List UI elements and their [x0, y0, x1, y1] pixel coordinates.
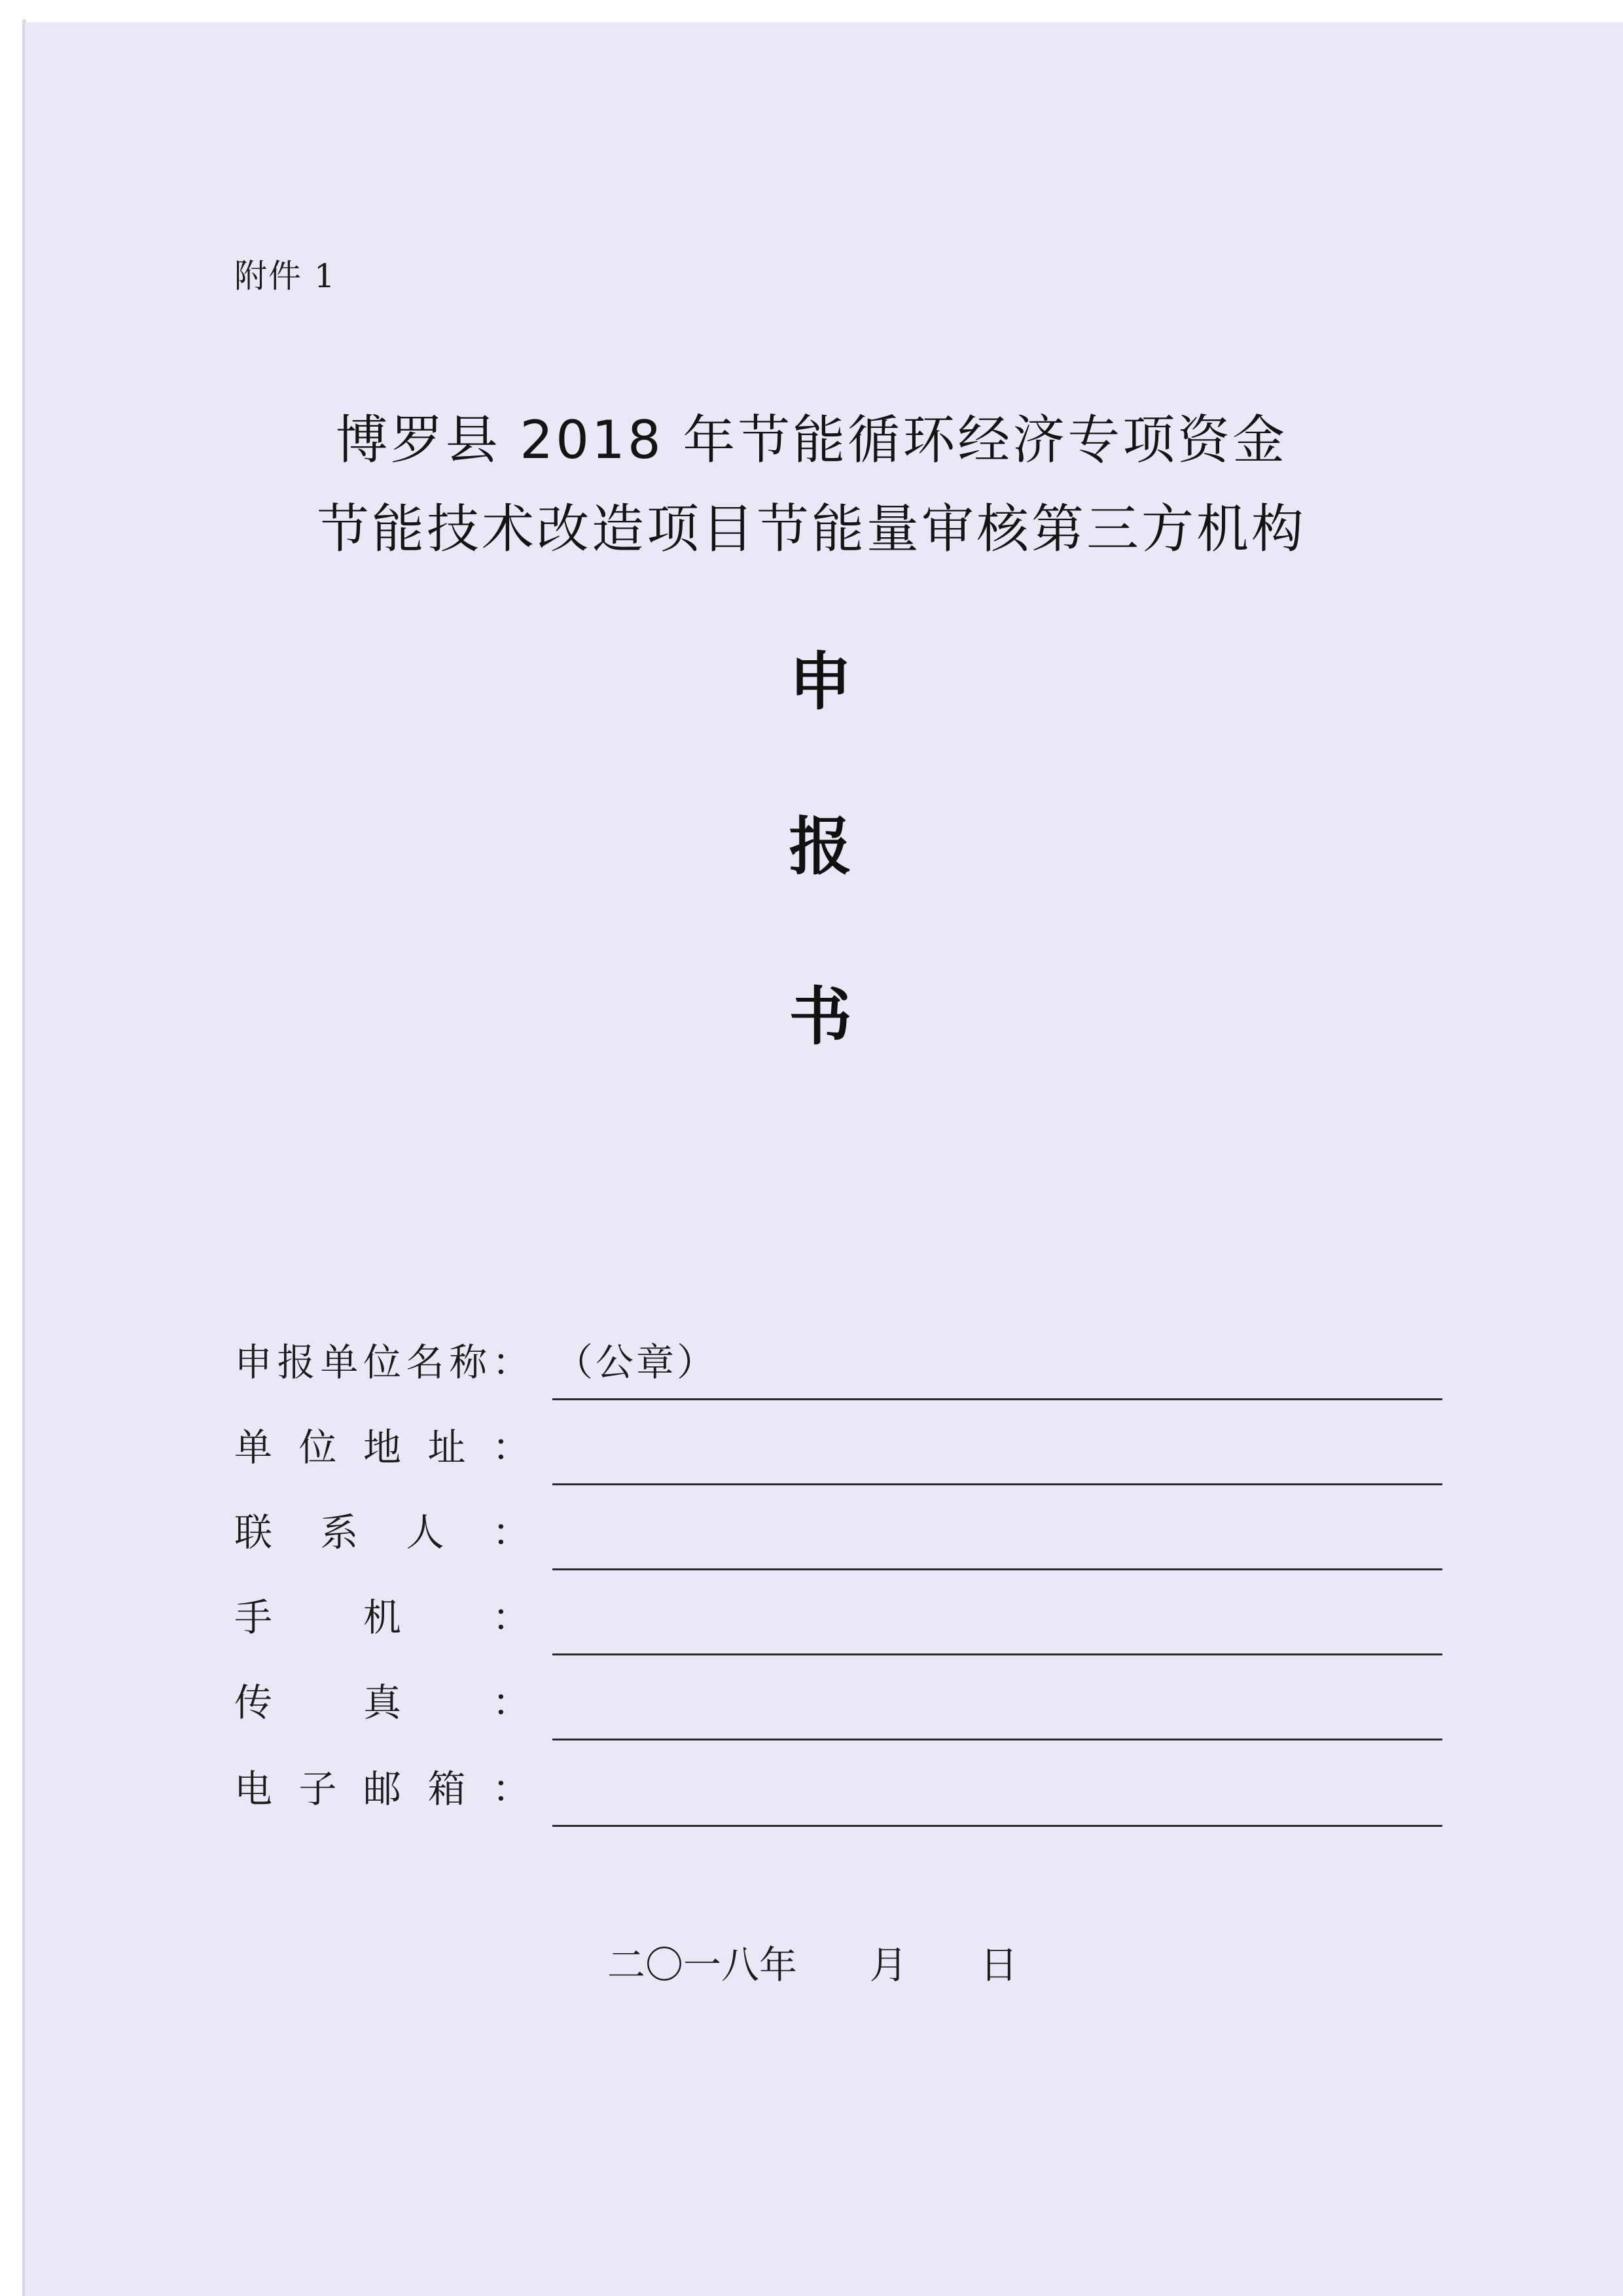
seal-note: （公章）: [555, 1340, 718, 1385]
label-char: 子: [298, 1767, 337, 1811]
label-char: 报: [277, 1340, 315, 1385]
label-char: 机: [363, 1595, 401, 1640]
title-line-2: 节能技术改造项目节能量审核第三方机构: [317, 499, 1306, 559]
label-char: 邮: [363, 1767, 401, 1811]
label-char: 电: [234, 1767, 273, 1811]
field-email: [234, 1756, 1442, 1822]
field-label: [234, 1500, 530, 1565]
label-char: 系: [320, 1510, 359, 1555]
label-char: 手: [234, 1595, 273, 1640]
field-fax: [234, 1670, 1442, 1735]
label-char: 传: [234, 1680, 273, 1725]
label-char: ：: [491, 1510, 530, 1555]
field-label: [234, 1756, 530, 1822]
label-char: 真: [363, 1680, 401, 1725]
field-label: [234, 1330, 530, 1395]
field-label: [234, 1415, 530, 1480]
document-type-char-2: 报: [789, 810, 852, 883]
label-char: ：: [491, 1595, 530, 1640]
label-char: 称: [449, 1340, 488, 1385]
label-char: 位: [363, 1340, 401, 1385]
date-line: 二〇一八年 月 日: [607, 1943, 1018, 1987]
label-char: ：: [491, 1767, 530, 1811]
label-char: 名: [406, 1340, 444, 1385]
fill-in-line[interactable]: [552, 1568, 1442, 1570]
field-mobile: [234, 1585, 1442, 1650]
label-char: 地: [363, 1425, 401, 1470]
label-char: 址: [427, 1425, 466, 1470]
label-char: 单: [320, 1340, 359, 1385]
field-label: [234, 1670, 530, 1735]
document-type-char-1: 申: [789, 645, 852, 718]
document-type-char-3: 书: [789, 980, 852, 1053]
label-char: 联: [234, 1510, 273, 1555]
field-address: [234, 1415, 1442, 1480]
label-char: ：: [491, 1680, 530, 1725]
attachment-label: 附件 1: [234, 257, 336, 295]
label-char: 申: [234, 1340, 273, 1385]
label-char: 人: [406, 1510, 444, 1555]
title-line-1: 博罗县 2018 年节能循环经济专项资金: [335, 410, 1288, 470]
label-char: ：: [491, 1340, 530, 1385]
fill-in-line[interactable]: [552, 1825, 1442, 1827]
fill-in-line[interactable]: [552, 1398, 1442, 1400]
label-char: 单: [234, 1425, 273, 1470]
label-char: 位: [298, 1425, 337, 1470]
field-applicant-name: [234, 1330, 1442, 1395]
label-char: 箱: [427, 1767, 466, 1811]
fill-in-line[interactable]: [552, 1653, 1442, 1655]
field-label: [234, 1585, 530, 1650]
field-contact-person: [234, 1500, 1442, 1565]
label-char: ：: [491, 1425, 530, 1470]
fill-in-line[interactable]: [552, 1483, 1442, 1485]
fill-in-line[interactable]: [552, 1739, 1442, 1740]
